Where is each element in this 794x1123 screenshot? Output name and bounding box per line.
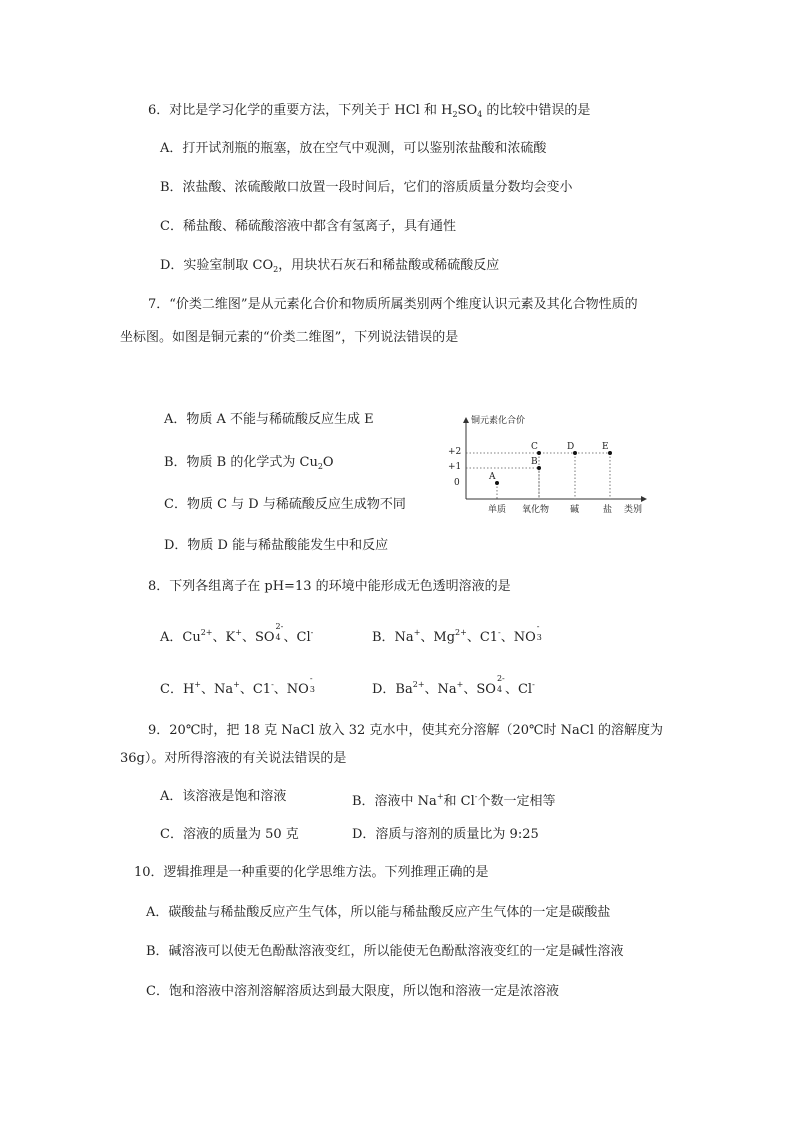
q8-stem: 8．下列各组离子在 pH=13 的环境中能形成无色透明溶液的是 xyxy=(148,579,511,594)
q8-option-c: C．H+、Na+、C1-、NO - 3 xyxy=(160,674,315,697)
data-label-b: B xyxy=(531,457,538,467)
q9-option-a: A．该溶液是饱和溶液 xyxy=(160,789,287,804)
q6-option-b: B．浓盐酸、浓硫酸敞口放置一段时间后，它们的溶质质量分数均会变小 xyxy=(160,180,573,195)
x-tick-label: 氧化物 xyxy=(522,505,550,515)
q9-option-b: B．溶液中 Na+和 Cl-个数一定相等 xyxy=(352,792,556,809)
q7-option-b: B．物质 B 的化学式为 $Cu_2O$ xyxy=(164,455,334,471)
data-label-c: C xyxy=(531,442,538,452)
q10-option-a: A．碳酸盐与稀盐酸反应产生气体，所以能与稀盐酸反应产生气体的一定是碳酸盐 xyxy=(146,905,611,920)
data-label-d: D xyxy=(567,442,575,452)
valence-category-chart xyxy=(438,412,658,524)
q9-stem-line1: 9．20℃时，把 18 克 NaCl 放入 32 克水中，使其充分溶解（20℃时 NaCl 的溶解度为 xyxy=(148,723,664,738)
q10-option-b: B．碱溶液可以使无色酚酞溶液变红，所以能使无色酚酞溶液变红的一定是碱性溶液 xyxy=(146,944,624,959)
q7-stem-line1: 7．“价类二维图”是从元素化合价和物质所属类别两个维度认识元素及其化合物性质的 xyxy=(148,297,638,312)
x-tick-label: 盐 xyxy=(603,505,613,515)
q8-option-b: B．Na+、$Mg^{2+}$、C1-、NO - 3 xyxy=(372,622,542,645)
q10-stem: 10．逻辑推理是一种重要的化学思维方法。下列推理正确的是 xyxy=(134,865,489,880)
q8-option-a: A．$Cu^{2+}$、K+、SO 2- 4 、Cl- xyxy=(160,622,314,645)
q6-stem: 6．对比是学习化学的重要方法，下列关于 HCl 和 $H_2SO_4$ 的比较中错误的是 xyxy=(148,103,591,119)
q9-option-c: C．溶液的质量为 50 克 xyxy=(160,827,299,842)
data-point-a xyxy=(495,481,499,485)
q7-option-c: C．物质 C 与 D 与稀硫酸反应生成物不同 xyxy=(164,497,406,512)
q10-option-c: C．饱和溶液中溶剂溶解溶质达到最大限度，所以饱和溶液一定是浓溶液 xyxy=(146,984,559,999)
y-tick-label: 0 xyxy=(454,478,460,488)
y-tick-label: +1 xyxy=(448,462,462,472)
q8-option-d: D．$Ba^{2+}$、Na+、SO 2- 4 、Cl- xyxy=(372,674,535,697)
q6-option-c: C．稀盐酸、稀硫酸溶液中都含有氢离子，具有通性 xyxy=(160,219,456,234)
q7-option-d: D．物质 D 能与稀盐酸能发生中和反应 xyxy=(164,538,389,553)
q7-stem-line2: 坐标图。如图是铜元素的“价类二维图”，下列说法错误的是 xyxy=(120,330,459,345)
data-label-e: E xyxy=(602,442,609,452)
q6-option-d: D．实验室制取 $CO_2$，用块状石灰石和稀盐酸或稀硫酸反应 xyxy=(160,258,500,274)
x-tick-label: 碱 xyxy=(570,505,580,515)
y-tick-label: +2 xyxy=(448,447,462,457)
data-label-a: A xyxy=(489,472,496,482)
q6-option-a: A．打开试剂瓶的瓶塞，放在空气中观测，可以鉴别浓盐酸和浓硫酸 xyxy=(160,141,547,156)
data-point-e xyxy=(608,451,612,455)
x-tick-label: 单质 xyxy=(488,505,507,515)
x-axis-label: 类别 xyxy=(624,505,643,515)
q9-stem-line2: 36g）。对所得溶液的有关说法错误的是 xyxy=(120,751,347,766)
q7-option-a: A．物质 A 不能与稀硫酸反应生成 E xyxy=(164,412,374,427)
y-axis-label: 铜元素化合价 xyxy=(471,416,526,426)
q9-option-d: D．溶质与溶剂的质量比为 9:25 xyxy=(352,827,539,842)
